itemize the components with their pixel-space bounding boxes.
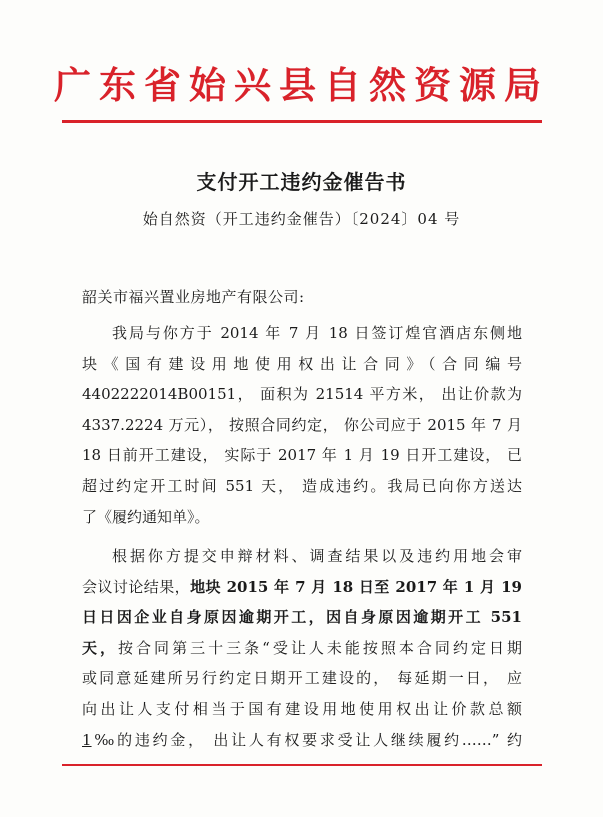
paragraph-2-line: 或同意延建所另行约定日期开工建设的， 每延期一日， 应 xyxy=(82,669,522,688)
paragraph-2-line: 向出让人支付相当于国有建设用地使用权出让价款总额 xyxy=(82,699,522,718)
paragraph-1-line: 了《履约通知单》。 xyxy=(82,507,210,526)
paragraph-2-line: 根据你方提交申辩材料、调查结果以及违约用地会审 xyxy=(112,547,522,565)
paragraph-2-bold-text: 天， xyxy=(82,638,119,657)
paragraph-2-text: ‰的违约金， 出让人有权要求受让人继续履约……” 约 xyxy=(91,730,522,749)
document-number: 始自然资（开工违约金催告）〔2024〕04 号 xyxy=(142,210,461,228)
paragraph-1-line: 超过约定开工时间 551 天， 造成违约。我局已向你方送达 xyxy=(82,476,522,495)
paragraph-1 xyxy=(82,318,522,532)
paragraph-1-line: 18 日前开工建设， 实际于 2017 年 1 月 19 日开工建设， 已 xyxy=(82,446,522,465)
paragraph-2-bold-line: 日日因企业自身原因逾期开工，因自身原因逾期开工 551 xyxy=(82,608,522,627)
paragraph-2-line xyxy=(82,572,522,603)
paragraph-2-bold-text: 地块 2015 年 7 月 18 日至 2017 年 1 月 19 xyxy=(190,577,522,596)
paragraph-1-line: 4402222014B00151， 面积为 21514 平方米， 出让价款为 xyxy=(82,385,522,404)
paragraph-2-text: 按合同第三十三条“受让人未能按照本合同约定日期 xyxy=(118,638,522,657)
red-header-rule xyxy=(62,120,542,123)
document-title: 支付开工违约金催告书 xyxy=(196,170,407,194)
red-footer-rule xyxy=(62,764,542,766)
paragraph-1-line: 4337.2224 万元）， 按照合同约定， 你公司应于 2015 年 7 月 xyxy=(82,415,522,434)
salutation: 韶关市福兴置业房地产有限公司: xyxy=(82,288,305,306)
paragraph-2-line xyxy=(82,725,522,756)
paragraph-2-line xyxy=(82,633,522,664)
agency-name: 广东省始兴县自然资源局 xyxy=(54,63,549,107)
paragraph-2-text: 会议讨论结果， xyxy=(82,577,191,596)
penalty-rate-value: 1 xyxy=(82,730,92,749)
paragraph-1-line: 我局与你方于 2014 年 7 月 18 日签订煌官酒店东侧地 xyxy=(112,324,522,342)
paragraph-1-line: 块《国有建设用地使用权出让合同》（合同编号 xyxy=(82,354,522,373)
paragraph-2 xyxy=(82,541,522,755)
